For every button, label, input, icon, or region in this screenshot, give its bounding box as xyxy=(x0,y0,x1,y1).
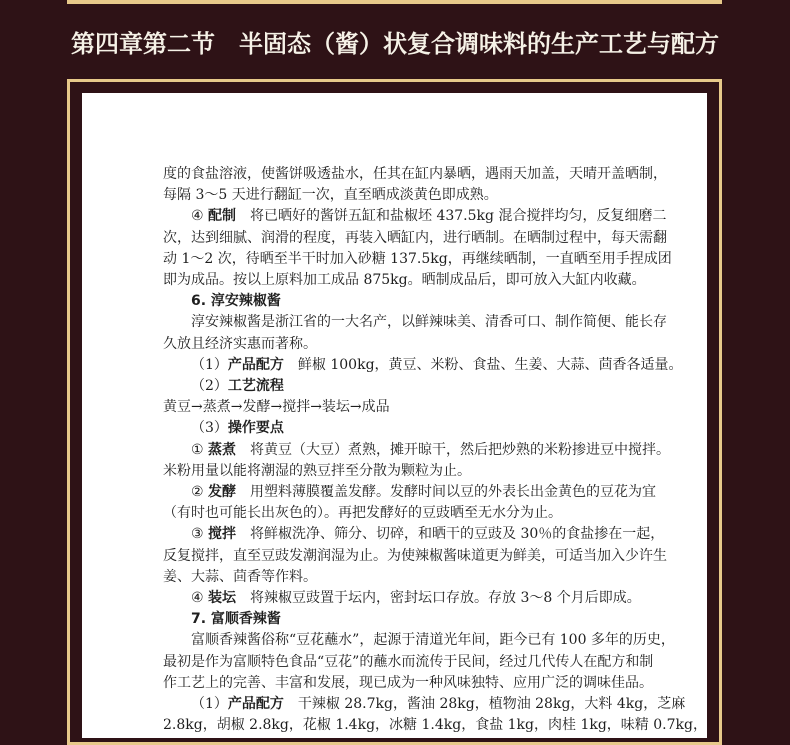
text-line xyxy=(163,206,667,227)
body-text: （3） xyxy=(191,420,228,437)
text-line xyxy=(163,397,663,418)
body-text: 干辣椒 28.7kg，酱油 28kg，植物油 28kg，大料 4kg，芝麻 xyxy=(283,696,686,713)
book-page xyxy=(82,93,707,738)
body-text: ③ xyxy=(191,526,209,543)
keyword-text: 7. 富顺香辣酱 xyxy=(191,611,281,628)
body-text: 最初是作为富顺特色食品“豆花”的蘸水而流传于民间，经过几代传人在配方和制 xyxy=(163,653,654,670)
keyword-text: 产品配方 xyxy=(227,356,284,373)
text-line xyxy=(163,312,667,333)
text-line xyxy=(163,418,663,439)
section-heading xyxy=(163,609,663,630)
body-text: （1） xyxy=(191,696,228,713)
keyword-text: 工艺流程 xyxy=(227,378,284,395)
text-line xyxy=(163,652,663,673)
body-text: 将已晒好的酱饼五缸和盐椒坯 437.5kg 混合搅拌均匀，反复细磨二 xyxy=(236,208,667,225)
top-accent-line xyxy=(67,0,722,4)
body-text: 动 1～2 次，待晒至半干时加入砂糖 137.5kg，再继续晒制，一直晒至用手捏成团 xyxy=(163,250,672,267)
body-text: ① xyxy=(191,441,209,458)
body-text: 次，达到细腻、润滑的程度，再装入晒缸内，进行晒制。在晒制过程中，每天需翻 xyxy=(163,229,667,246)
body-text: （1） xyxy=(191,356,228,373)
body-text: 黄豆→蒸煮→发酵→搅拌→装坛→成品 xyxy=(163,399,390,416)
body-text: 米粉用量以能将潮湿的熟豆拌至分散为颗粒为止。 xyxy=(163,462,471,479)
text-line xyxy=(163,482,663,503)
body-text: 用塑料薄膜覆盖发酵。发酵时间以豆的外表长出金黄色的豆花为宜 xyxy=(236,484,657,501)
text-line xyxy=(163,546,667,567)
text-line xyxy=(163,249,672,270)
text-line xyxy=(163,164,667,185)
text-line xyxy=(163,567,663,588)
keyword-text: 装坛 xyxy=(208,590,237,607)
text-line xyxy=(163,673,663,694)
text-line xyxy=(163,524,663,545)
text-line xyxy=(163,694,686,715)
body-text: （2） xyxy=(191,378,228,395)
chapter-title: 第四章第二节 半固态（酱）状复合调味料的生产工艺与配方 xyxy=(71,30,719,58)
keyword-text: 发酵 xyxy=(208,484,237,501)
body-text: 将鲜椒洗净、筛分、切碎，和晒干的豆豉及 30％的食盐掺在一起， xyxy=(236,526,665,543)
keyword-text: 产品配方 xyxy=(227,696,284,713)
body-text: 即为成品。按以上原料加工成品 875kg。晒制成品后，即可放入大缸内收藏。 xyxy=(163,272,646,289)
keyword-text: 蒸煮 xyxy=(208,441,237,458)
body-text: ④ xyxy=(191,208,209,225)
body-text: （有时也可能长出灰色的）。再把发酵好的豆豉晒至无水分为止。 xyxy=(163,505,562,522)
body-text: 2.8kg，胡椒 2.8kg，花椒 1.4kg，冰糖 1.4kg，食盐 1kg，肉桂 1kg，味精 0.7kg， xyxy=(163,717,707,734)
text-line xyxy=(163,715,707,736)
body-text: 将黄豆（大豆）煮熟，摊开晾干，然后把炒熟的米粉掺进豆中搅拌。 xyxy=(236,441,671,458)
body-text: ② xyxy=(191,484,209,501)
body-text: 将辣椒豆豉置于坛内，密封坛口存放。存放 3～8 个月后即成。 xyxy=(236,590,641,607)
body-text: 每隔 3～5 天进行翻缸一次，直至晒成淡黄色即成熟。 xyxy=(163,187,498,204)
body-text: 度的食盐溶液，使酱饼吸透盐水，任其在缸内暴晒，遇雨天加盖，天晴开盖晒制， xyxy=(163,166,667,182)
text-line xyxy=(163,228,667,249)
text-line xyxy=(163,185,663,206)
text-line xyxy=(163,503,663,524)
keyword-text: 操作要点 xyxy=(227,420,284,437)
body-text: 富顺香辣酱俗称“豆花蘸水”，起源于清道光年间，距今已有 100 多年的历史， xyxy=(191,632,675,649)
keyword-text: 6. 淳安辣椒酱 xyxy=(191,293,281,310)
text-line xyxy=(163,270,663,291)
keyword-text: 配制 xyxy=(208,208,237,225)
text-line xyxy=(163,461,663,482)
body-text: ④ xyxy=(191,590,209,607)
body-text: 姜、大蒜、茴香等作料。 xyxy=(163,568,317,585)
text-line xyxy=(163,588,663,609)
body-text: 鲜椒 100kg，黄豆、米粉、食盐、生姜、大蒜、茴香各适量。 xyxy=(283,356,683,373)
body-text: 久放且经济实惠而著称。 xyxy=(163,335,317,352)
keyword-text: 搅拌 xyxy=(208,526,237,543)
text-line xyxy=(163,440,671,461)
text-line xyxy=(163,334,663,355)
section-heading xyxy=(163,291,663,312)
text-line xyxy=(163,630,675,651)
body-text: 淳安辣椒酱是浙江省的一大名产，以鲜辣味美、清香可口、制作简便、能长存 xyxy=(191,314,667,331)
text-line xyxy=(163,355,683,376)
page-text xyxy=(82,93,707,736)
body-text: 反复搅拌，直至豆豉发潮润湿为止。为使辣椒酱味道更为鲜美，可适当加入少许生 xyxy=(163,547,667,564)
body-text: 作工艺上的完善、丰富和发展，现已成为一种风味独特、应用广泛的调味佳品。 xyxy=(163,674,653,691)
text-line xyxy=(163,376,663,397)
